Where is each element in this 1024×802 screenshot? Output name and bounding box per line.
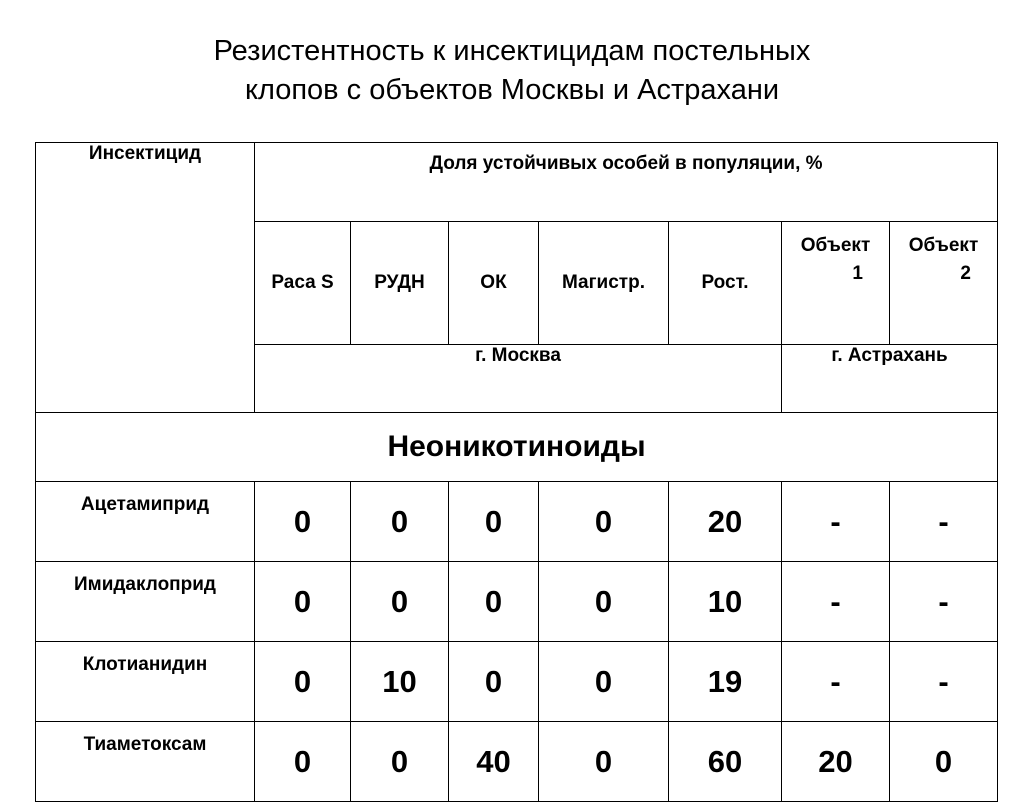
object-1-label: Объект	[800, 235, 871, 256]
table-cell: -	[890, 562, 998, 642]
table-row	[36, 562, 998, 642]
table-cell: 0	[255, 482, 351, 562]
slide-title	[0, 32, 1024, 110]
table-cell: 0	[539, 482, 669, 562]
row-name: Тиаметоксам	[36, 722, 255, 802]
insecticide-header: Инсектицид	[36, 143, 255, 413]
column-header-object-2	[890, 222, 998, 345]
table-cell: -	[782, 562, 890, 642]
table-cell: 0	[449, 482, 539, 562]
object-1-number: 1	[852, 263, 863, 284]
table-cell: 60	[669, 722, 782, 802]
table-cell: -	[890, 642, 998, 722]
row-name: Ацетамиприд	[36, 482, 255, 562]
row-name: Имидаклоприд	[36, 562, 255, 642]
table-cell: 10	[669, 562, 782, 642]
table-cell: 0	[255, 722, 351, 802]
table-cell: 20	[782, 722, 890, 802]
table-cell: 19	[669, 642, 782, 722]
column-header-object-1	[782, 222, 890, 345]
group-header: Доля устойчивых особей в популяции, %	[255, 143, 998, 222]
table-cell: 0	[539, 722, 669, 802]
column-header: ОК	[449, 222, 539, 345]
table-cell: 0	[351, 722, 449, 802]
object-2-label: Объект	[908, 235, 979, 256]
city-moscow: г. Москва	[255, 345, 782, 413]
table-row	[36, 642, 998, 722]
column-header: Рост.	[669, 222, 782, 345]
table-cell: -	[782, 482, 890, 562]
table-cell: -	[782, 642, 890, 722]
table-cell: 10	[351, 642, 449, 722]
table-cell: 0	[539, 642, 669, 722]
column-header: РУДН	[351, 222, 449, 345]
column-header: Магистр.	[539, 222, 669, 345]
table-cell: 0	[539, 562, 669, 642]
title-line-1: Резистентность к инсектицидам постельных	[213, 35, 811, 67]
table-cell: 0	[890, 722, 998, 802]
table-row	[36, 482, 998, 562]
row-name: Клотианидин	[36, 642, 255, 722]
object-2-number: 2	[960, 263, 971, 284]
section-header: Неоникотиноиды	[36, 413, 998, 482]
table-cell: -	[890, 482, 998, 562]
table-cell: 0	[351, 482, 449, 562]
table-cell: 0	[449, 562, 539, 642]
city-astrakhan: г. Астрахань	[782, 345, 998, 413]
table-cell: 0	[255, 562, 351, 642]
table-cell: 0	[449, 642, 539, 722]
table-row	[36, 722, 998, 802]
table-cell: 0	[255, 642, 351, 722]
table-cell: 20	[669, 482, 782, 562]
resistance-table	[35, 142, 998, 802]
title-line-2: клопов с объектов Москвы и Астрахани	[244, 74, 780, 106]
column-header: Раса S	[255, 222, 351, 345]
table-cell: 40	[449, 722, 539, 802]
table-cell: 0	[351, 562, 449, 642]
